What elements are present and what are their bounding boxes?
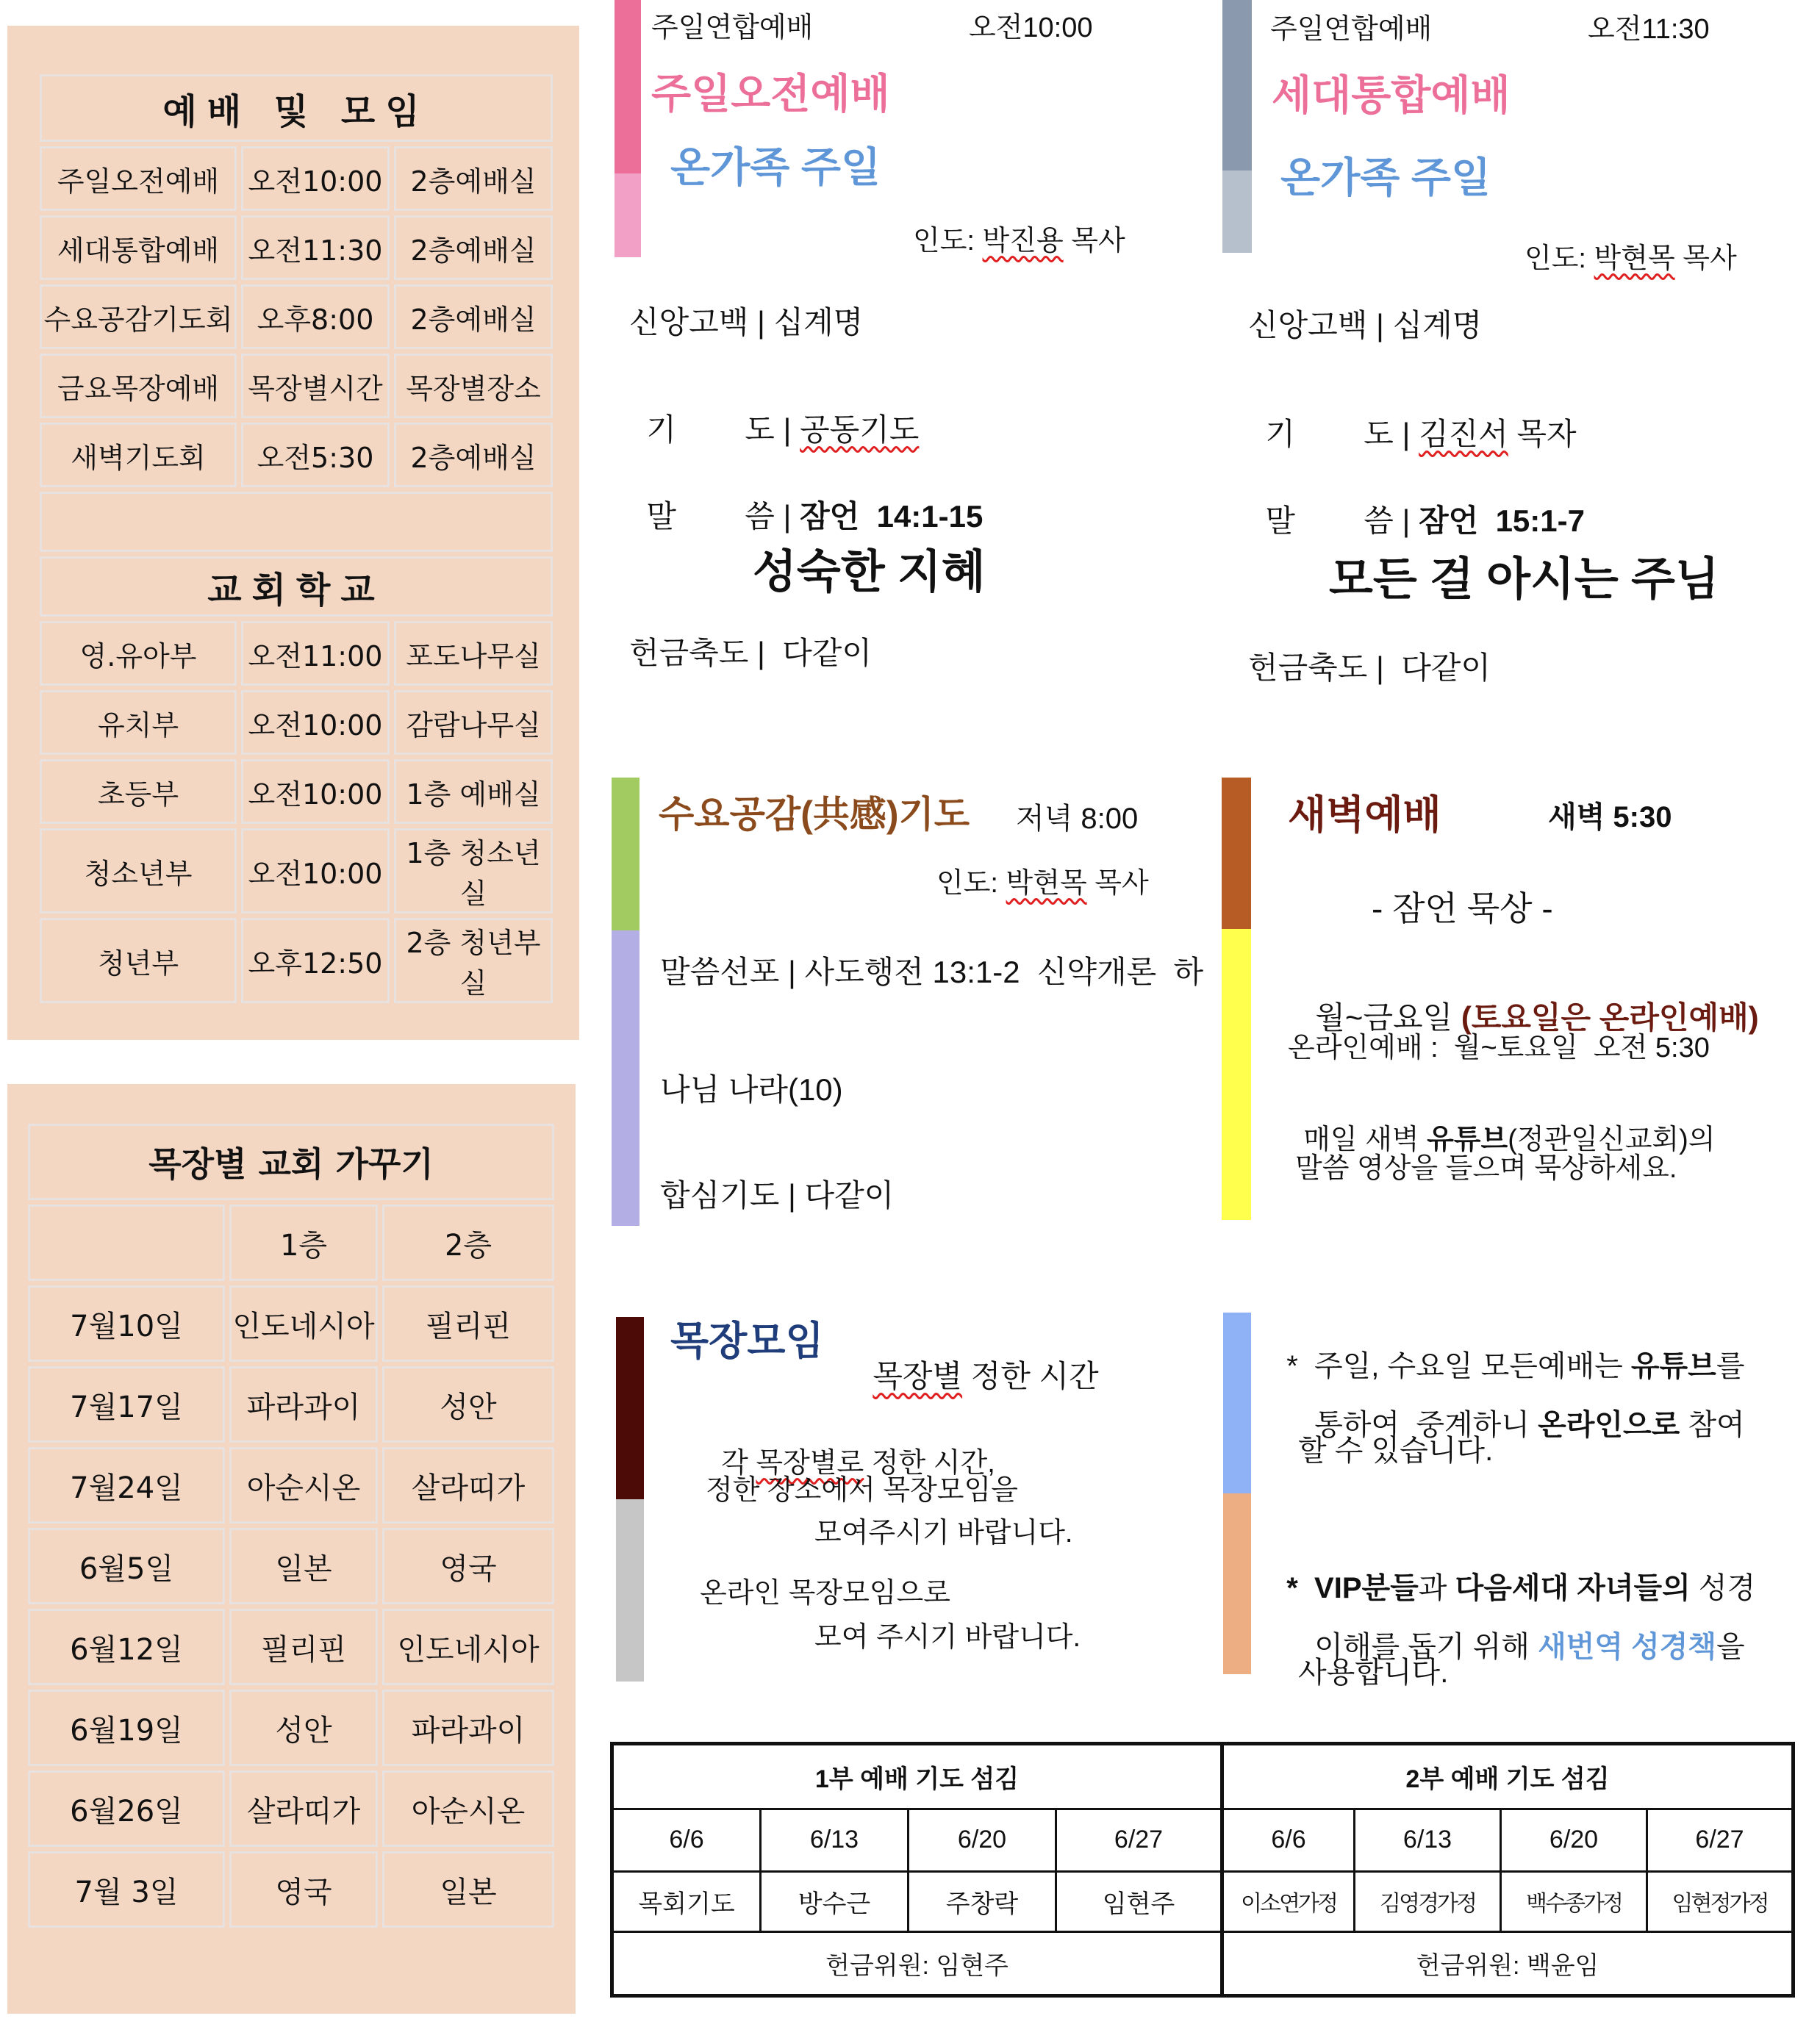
service2-bar-top — [1222, 0, 1252, 171]
table-row: 7월10일 인도네시아 필리핀 — [28, 1285, 554, 1362]
service1-bar-bottom — [615, 173, 641, 257]
offering-1: 헌금위원: 임현주 — [612, 1932, 1222, 1996]
dawn-line2: 온라인예배 : 월~토요일 오전 5:30 — [1288, 1033, 1710, 1063]
service2-subtitle: 온가족 주일 — [1280, 154, 1491, 201]
dawn-line1: 월~금요일 (토요일은 온라인예배) — [1315, 1000, 1759, 1035]
dawn-time: 새벽 5:30 — [1548, 801, 1672, 833]
cell-line2: 정한 장소에서 목장모임을 — [706, 1475, 1018, 1506]
table-row: 6/6 6/13 6/20 6/27 6/6 6/13 6/20 6/27 — [612, 1809, 1794, 1871]
cell-line4: 온라인 목장모임으로 — [700, 1578, 950, 1609]
worship-table — [35, 70, 557, 1008]
service1-word: 말 씀 | 잠언 14:1-15 — [646, 499, 984, 534]
table-row: 유치부 오전10:00 감람나무실 — [40, 690, 553, 755]
service1-time: 오전10:00 — [969, 12, 1093, 43]
service1-kicker: 주일연합예배 — [651, 12, 814, 43]
worship-table-title: 예배 및 모임 — [40, 74, 553, 142]
cell-bar-top — [616, 1317, 644, 1499]
dawn-bar-top — [1222, 778, 1251, 929]
service1-subtitle: 온가족 주일 — [670, 144, 881, 190]
dawn-title: 새벽예배 — [1288, 793, 1441, 837]
dawn-line3: 매일 새벽 유튜브(정관일신교회)의 — [1303, 1124, 1716, 1155]
service2-offering: 헌금축도 | 다같이 — [1248, 650, 1491, 685]
wednesday-leader: 인도: 박현목 목사 — [936, 868, 1149, 899]
service2-bar-bottom — [1222, 171, 1252, 253]
table-row: 6월26일 살라띠가 아순시온 — [28, 1770, 554, 1847]
notice-line4: * VIP분들과 다음세대 자녀들의 성경 — [1286, 1572, 1756, 1604]
notice-bar-top — [1223, 1313, 1251, 1493]
wednesday-time: 저녁 8:00 — [1016, 803, 1139, 835]
decor-table-title: 목장별 교회 가꾸기 — [28, 1124, 554, 1200]
wednesday-line3: 합심기도 | 다같이 — [660, 1178, 895, 1213]
table-row: 7월 3일 영국 일본 — [28, 1851, 554, 1928]
notice-line1: * 주일, 수요일 모든예배는 유튜브를 — [1286, 1350, 1745, 1382]
notice-line2: 통하여 중계하니 온라인으로 참여 — [1314, 1409, 1745, 1441]
cell-bar-bottom — [616, 1499, 644, 1682]
table-row: 금요목장예배 목장별시간 목장별장소 — [40, 354, 553, 418]
service1-offering: 헌금축도 | 다같이 — [629, 636, 872, 670]
table-row: 청소년부 오전10:00 1층 청소년실 — [40, 828, 553, 914]
service2-leader: 인도: 박현목 목사 — [1525, 243, 1737, 274]
wednesday-bar-top — [612, 778, 639, 930]
service1-sermon: 성숙한 지혜 — [753, 547, 986, 597]
service2-sermon: 모든 걸 아시는 주님 — [1329, 554, 1719, 605]
table-spacer-row — [40, 492, 553, 552]
cell-line3: 모여주시기 바랍니다. — [814, 1518, 1073, 1548]
service1-creed: 신앙고백 | 십계명 — [629, 305, 864, 340]
cell-line5: 모여 주시기 바랍니다. — [814, 1622, 1081, 1653]
notice-bar-bottom — [1223, 1493, 1251, 1674]
table-row: 7월24일 아순시온 살라띠가 — [28, 1447, 554, 1524]
table-row: 1층 2층 — [28, 1205, 554, 1281]
table-row: 새벽기도회 오전5:30 2층예배실 — [40, 423, 553, 487]
dawn-line4: 말씀 영상을 들으며 묵상하세요. — [1295, 1153, 1677, 1184]
dawn-bar-bottom — [1222, 929, 1251, 1220]
cell-time: 목장별 정한 시간 — [873, 1359, 1099, 1393]
decor-panel — [7, 1084, 576, 2014]
cell-line1: 각 목장별로 정한 시간, — [721, 1448, 995, 1479]
worship-panel — [7, 26, 579, 1040]
service2-time: 오전11:30 — [1588, 14, 1710, 45]
table-row: 주일오전예배 오전10:00 2층예배실 — [40, 146, 553, 211]
service2-word: 말 씀 | 잠언 15:1-7 — [1265, 503, 1585, 538]
service1-title: 주일오전예배 — [651, 71, 890, 117]
service1-bar-top — [615, 0, 641, 173]
service2-creed: 신앙고백 | 십계명 — [1248, 308, 1483, 342]
table-row: 세대통합예배 오전11:30 2층예배실 — [40, 215, 553, 280]
service2-leader-name: 박현목 — [1594, 243, 1675, 274]
wednesday-line1: 말씀선포 | 사도행전 13:1-2 신약개론 하 — [660, 955, 1204, 989]
dawn-subtitle: - 잠언 묵상 - — [1372, 889, 1553, 927]
table-row: 6월12일 필리핀 인도네시아 — [28, 1609, 554, 1685]
prayer-table-header-1: 1부 예배 기도 섬김 — [612, 1744, 1222, 1809]
decor-table — [24, 1119, 559, 1932]
prayer-table — [610, 1742, 1795, 1998]
notice-line6: 사용합니다. — [1298, 1657, 1449, 1689]
wednesday-title: 수요공감(共感)기도 — [659, 794, 970, 835]
notice-line5: 이해를 돕기 위해 새번역 성경책을 — [1314, 1631, 1745, 1663]
service1-leader-name: 박진용 — [982, 226, 1064, 256]
wednesday-line2: 나님 나라(10) — [660, 1072, 843, 1107]
table-row: 영.유아부 오전11:00 포도나무실 — [40, 621, 553, 686]
table-row — [612, 1932, 1794, 1996]
table-row: 7월17일 파라과이 성안 — [28, 1366, 554, 1443]
table-row: 6월19일 성안 파라과이 — [28, 1690, 554, 1766]
school-table-title: 교회학교 — [40, 556, 553, 617]
service2-prayer: 기 도 | 김진서 목자 — [1265, 417, 1577, 451]
cell-title: 목장모임 — [670, 1319, 824, 1363]
table-row: 6월5일 일본 영국 — [28, 1528, 554, 1604]
table-row: 초등부 오전10:00 1층 예배실 — [40, 759, 553, 824]
notice-line3: 할 수 있습니다. — [1298, 1435, 1494, 1467]
offering-2: 헌금위원: 백윤임 — [1222, 1932, 1794, 1996]
wednesday-bar-bottom — [612, 930, 639, 1226]
service2-title: 세대통합예배 — [1272, 72, 1511, 118]
prayer-table-header-2: 2부 예배 기도 섬김 — [1222, 1744, 1794, 1809]
service2-kicker: 주일연합예배 — [1270, 14, 1433, 45]
service1-leader: 인도: 박진용 목사 — [913, 226, 1125, 256]
table-row: 청년부 오후12:50 2층 청년부실 — [40, 918, 553, 1003]
service1-prayer: 기 도 | 공동기도 — [646, 412, 920, 447]
table-row: 목회기도 방수근 주창락 임현주 이소연가정 김영경가정 백수종가정 임현정가정 — [612, 1871, 1794, 1932]
table-row: 수요공감기도회 오후8:00 2층예배실 — [40, 284, 553, 349]
